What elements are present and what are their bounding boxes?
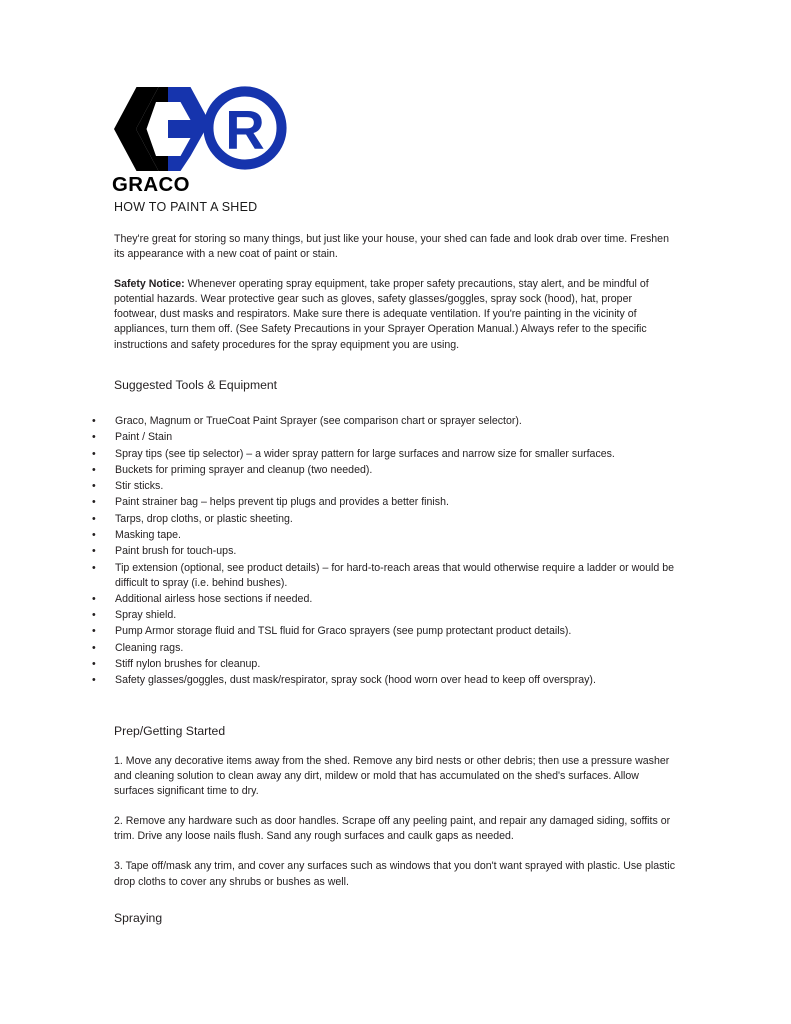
list-item-label: Graco, Magnum or TrueCoat Paint Sprayer (see comparison chart or sprayer selector). (115, 415, 522, 427)
bullet-marker-icon: • (92, 447, 96, 460)
list-item (92, 657, 680, 672)
bullet-marker-icon: • (92, 512, 96, 525)
bullet-marker-icon: • (92, 545, 96, 558)
list-item-label: Cleaning rags. (115, 641, 184, 654)
bullet-marker-icon: • (92, 463, 96, 476)
list-item-label: Stir sticks. (115, 480, 164, 493)
prep-step-paragraph: 1. Move any decorative items away from the shed. Remove any bird nests or other debris; then use a pressure washer and cleaning solution to clean away any dirt, mildew or mold that has accumulated on the shed's surfaces. Allow surfaces significant time to dry. (114, 755, 670, 798)
bullet-marker-icon: • (92, 496, 96, 509)
section-heading-prep: Prep/Getting Started (114, 724, 226, 738)
page-title: HOW TO PAINT A SHED (114, 200, 258, 214)
list-item-label: Spray tips (see tip selector) – a wider spray pattern for large surfaces and narrow size for smaller surfaces. (115, 447, 615, 460)
bullet-marker-icon: • (92, 592, 96, 605)
bullet-marker-icon: • (92, 609, 96, 622)
list-item-label: Additional airless hose sections if needed. (115, 592, 313, 605)
bullet-marker-icon: • (92, 528, 96, 541)
list-item-label: Paint brush for touch-ups. (115, 545, 237, 558)
list-item (92, 544, 680, 559)
svg-text:R: R (225, 99, 265, 161)
list-item (92, 592, 680, 607)
bullet-marker-icon: • (92, 431, 96, 444)
section-heading-spraying: Spraying (114, 911, 163, 925)
list-item (92, 495, 680, 510)
list-item-label: Stiff nylon brushes for cleanup. (115, 658, 261, 671)
bullet-marker-icon: • (92, 415, 96, 427)
graco-hexagon-g-logo-icon (112, 86, 265, 172)
bullet-marker-icon: • (92, 674, 96, 687)
list-item-label: Masking tape. (115, 528, 181, 541)
graco-logo (112, 86, 265, 194)
svg-text:GRACO: GRACO (112, 174, 190, 194)
graco-wordmark (112, 174, 206, 194)
list-item (92, 479, 680, 494)
bullet-marker-icon: • (92, 480, 96, 493)
prep-step-paragraph: 2. Remove any hardware such as door handles. Scrape off any peeling paint, and repair any damaged siding, soffits or trim. Drive any loose nails flush. Sand any rough surfaces and caulk gaps as needed. (114, 815, 671, 843)
list-item (92, 528, 680, 543)
prep-step-paragraph: 3. Tape off/mask any trim, and cover any surfaces such as windows that you don't want sprayed with plastic. Use plastic drop cloths to cover any shrubs or bushes as well. (114, 860, 676, 888)
list-item-label: Pump Armor storage fluid and TSL fluid for Graco sprayers (see pump protectant product details). (115, 625, 572, 638)
intro-paragraph: They're great for storing so many things, but just like your house, your shed can fade and look drab over time. Freshen its appearance with a new coat of paint or stain. (114, 233, 669, 261)
list-item (92, 641, 680, 656)
bullet-marker-icon: • (92, 625, 96, 638)
list-item-label: Tip extension (optional, see product details) – for hard-to-reach areas that would otherwise require a ladder or would be difficult to spray (i.e. behind bushes). (115, 561, 675, 589)
safety-notice-paragraph (114, 277, 676, 352)
list-item-label: Paint strainer bag – helps prevent tip plugs and provides a better finish. (115, 496, 449, 509)
list-item (92, 608, 680, 623)
bullet-marker-icon: • (92, 561, 96, 574)
list-item (92, 463, 680, 478)
list-item (92, 430, 680, 445)
bullet-marker-icon: • (92, 641, 96, 654)
list-item (92, 414, 680, 429)
list-item (92, 512, 680, 527)
list-item-label: Spray shield. (115, 609, 177, 622)
list-item-label: Safety glasses/goggles, dust mask/respirator, spray sock (hood worn over head to keep off overspray). (115, 674, 596, 687)
prep-steps-list (114, 754, 676, 890)
bullet-marker-icon: • (92, 658, 96, 671)
list-item-label: Paint / Stain (115, 431, 173, 444)
registered-trademark-icon (196, 85, 294, 171)
list-item (92, 561, 680, 591)
section-heading-tools: Suggested Tools & Equipment (114, 378, 278, 392)
list-item (92, 673, 680, 688)
intro-section (114, 232, 676, 353)
list-item-label: Tarps, drop cloths, or plastic sheeting. (115, 512, 293, 525)
list-item (92, 447, 680, 462)
list-item-label: Buckets for priming sprayer and cleanup (two needed). (115, 463, 373, 476)
list-item (92, 624, 680, 639)
safety-notice-label: Safety Notice: (114, 278, 185, 291)
safety-notice-body: Whenever operating spray equipment, take proper safety precautions, stay alert, and be mindful of potential hazards. Wear protective gear such as gloves, safety glasses/goggles, spray sock (hood), hat, proper footwear, dust masks and respirators. Make sure there is adequate ventilation. If you're painting in the vicinity of appliances, turn them off. (See Safety Precautions in your Sprayer Operation Manual.) Always refer to the specific instructions and safety procedures for the spray equipment you are using. (114, 278, 649, 351)
tools-bullet-list (92, 414, 680, 690)
